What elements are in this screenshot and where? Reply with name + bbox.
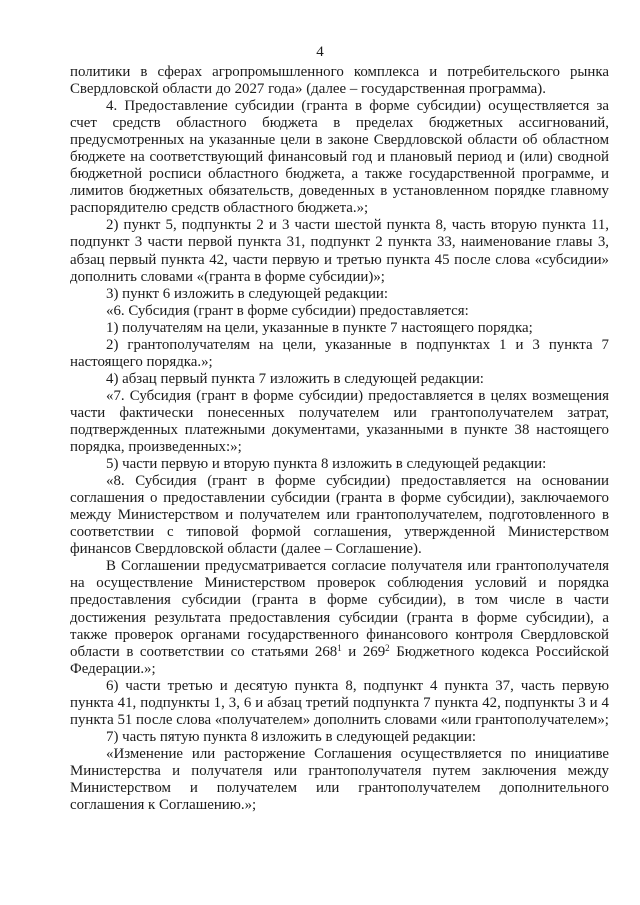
paragraph: 2) пункт 5, подпункты 2 и 3 части шестой пункта 8, часть вторую пункта 11, подпункт 3 части первой пункта 31, подпункт 2 пункта 33, наименование главы 3, абзац первый пункта 42, части первую и третью пункта 45 после слова «субсидии» дополнить словами «(гранта в форме субсидии)»; [70,217,609,285]
paragraph: 7) часть пятую пункта 8 изложить в следующей редакции: [106,728,476,745]
paragraph-text: Бюджетного кодекса Российской Федерации.»; [70,643,609,677]
paragraph: «7. Субсидия (грант в форме субсидии) предоставляется в целях возмещения части фактически понесенных получателем или грантополучателем затрат, подтвержденных платежными документами, указанными в пункте 38 настоящего порядка, произведенных:»; [70,387,609,456]
paragraph-with-superscripts [70,558,609,677]
paragraph: 5) части первую и вторую пункта 8 изложить в следующей редакции: [106,456,547,473]
paragraph: 1) получателям на цели, указанные в пункте 7 настоящего порядка; [106,319,533,336]
paragraph: 3) пункт 6 изложить в следующей редакции: [106,285,389,302]
superscript: 2 [385,642,390,653]
paragraph: политики в сферах агропромышленного комплекса и потребительского рынка Свердловской области до 2027 года» (далее – государственная программа). [70,64,609,98]
paragraph: «6. Субсидия (грант в форме субсидии) предоставляется: [106,302,469,319]
paragraph-text: В Соглашении предусматривается согласие получателя или грантополучателя на осуществление Министерством проверок соблюдения условий и порядка предоставления субсидии (гранта в форме субсидии), в том числе в части достижения результата предоставления субсидии (гранта в форме субсидии), а также проверок органами государственного финансового контроля Свердловской области в соответствии со статьями 268 [70,558,609,660]
paragraph: 4. Предоставление субсидии (гранта в форме субсидии) осуществляется за счет средств областного бюджета в пределах бюджетных ассигнований, предусмотренных на указанные цели в законе Свердловской области об областном бюджете на соответствующий финансовый год и плановый период и (или) сводной бюджетной росписи областного бюджета, а также государственной программе, и лимитов бюджетных обязательств, доведенных в установленном порядке главному распорядителю средств областного бюджета.»; [70,98,609,217]
paragraph: 2) грантополучателям на цели, указанные в подпунктах 1 и 3 пункта 7 настоящего порядка.»; [70,336,609,370]
paragraph: 4) абзац первый пункта 7 изложить в следующей редакции: [106,370,484,387]
paragraph: 6) части третью и десятую пункта 8, подпункт 4 пункта 37, часть первую пункта 41, подпункты 1, 3, 6 и абзац третий подпункта 7 пункта 42, подпункты 3 и 4 пункта 51 после слова «получателем» дополнить словами «или грантополучателем»; [70,677,609,728]
superscript: 1 [337,642,342,653]
paragraph-text: и 269 [341,643,386,660]
document-body [70,64,609,814]
paragraph: «Изменение или расторжение Соглашения осуществляется по инициативе Министерства и получателя или грантополучателя путем заключения между Министерством и получателем или грантополучателем дополнительного соглашения к Соглашению.»; [70,745,609,814]
page-number: 4 [316,44,324,60]
paragraph: «8. Субсидия (грант в форме субсидии) предоставляется на основании соглашения о предоставлении субсидии (гранта в форме субсидии), заключаемого между Министерством и получателем или грантополучателем, подготовленного в соответствии с типовой формой соглашения, утвержденной Министерством финансов Свердловской области (далее – Соглашение). [70,473,609,558]
